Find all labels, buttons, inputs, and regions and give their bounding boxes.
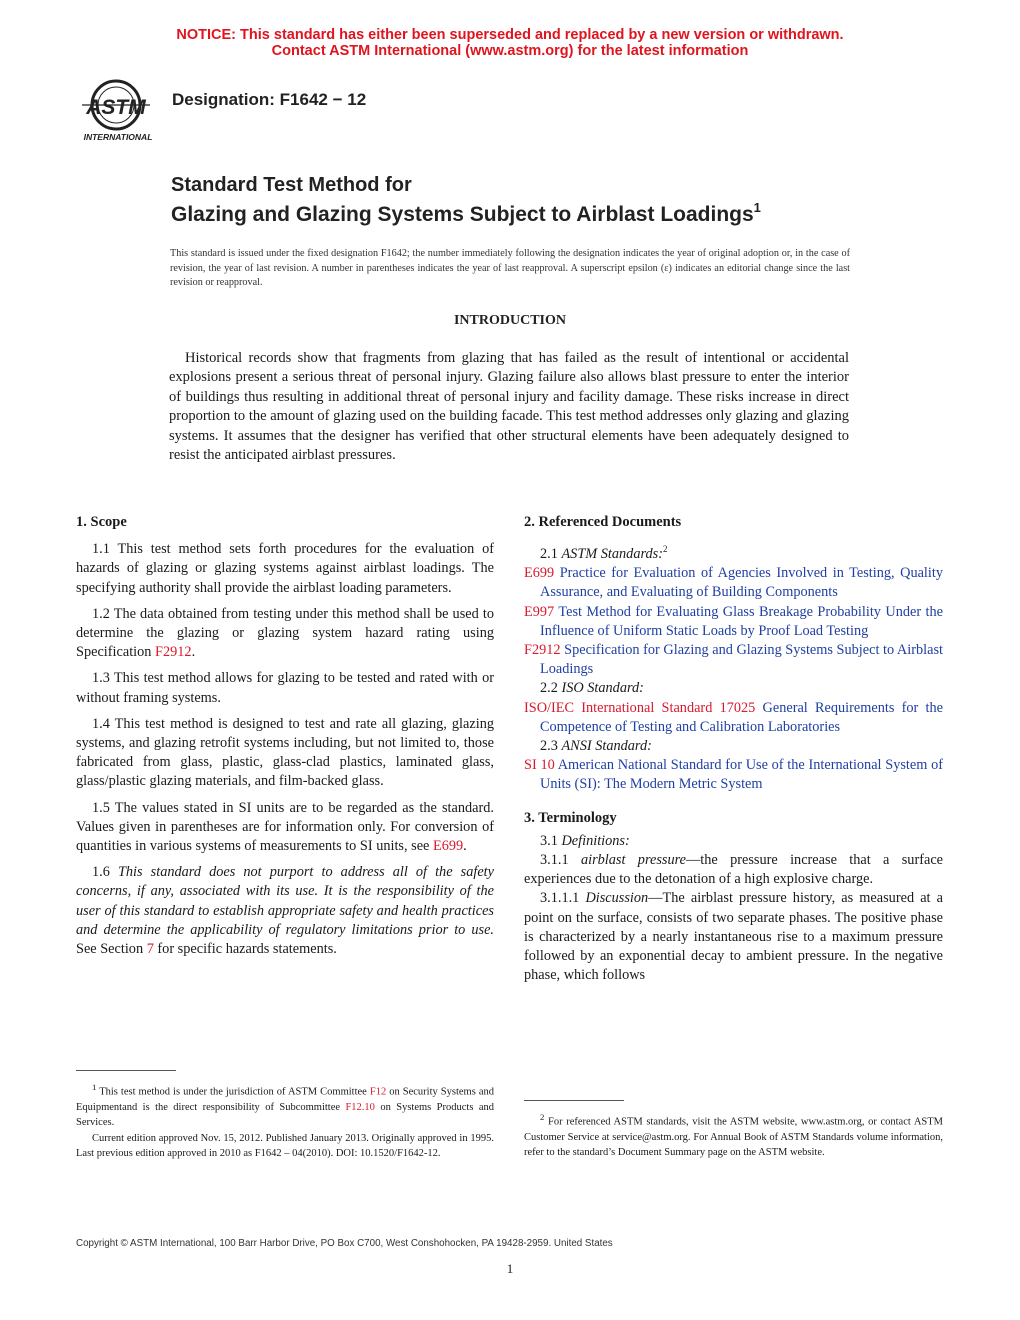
- ansi-standard-label: 2.3 ANSI Standard:: [540, 738, 652, 754]
- scope-1-3: 1.3 This test method allows for glazing to be tested and rated with or without framing systems.: [76, 670, 494, 706]
- ref-e997[interactable]: E997 Test Method for Evaluating Glass Breakage Probability Under the Influence of Uniform Static Loads by Proof Load Testing: [524, 603, 943, 639]
- page-number: 1: [506, 1261, 514, 1276]
- astm-logo: [74, 72, 162, 144]
- footnote-2: $^2$ For referenced ASTM standards, visit the ASTM website, www.astm.org, or contact ASTM Customer Service at service@astm.org. For Annual Book of ASTM Standards volume information, refer to the standard’s Document Summary page on the ASTM website.: [524, 1112, 943, 1159]
- ref-si-10[interactable]: SI 10 American National Standard for Use of the International System of Units (SI): The Modern Metric System: [524, 757, 943, 793]
- copyright: Copyright © ASTM International, 100 Barr Harbor Drive, PO Box C700, West Conshohocken, PA 19428-2959. United States: [76, 1238, 613, 1249]
- scope-1-6: 1.6 This standard does not purport to address all of the safety concerns, if any, associated with its use. It is the responsibility of the user of this standard to establish appropriate safety and health practices and determine the applicability of regulatory limitations prior to use. See Section 7 for specific hazards statements.: [76, 864, 494, 958]
- scope-1-4: 1.4 This test method is designed to test and rate all glazing, glazing systems, and glazing retrofit systems including, but not limited to, those fabricated from glass, plastic, glass-clad plastics, laminated glass, glass/plastic glazing materials, and film-backed glass.: [76, 715, 494, 790]
- scope-1-5: 1.5 The values stated in SI units are to be regarded as the standard. Values given in parentheses are for information only. For conversion of quantities in various systems of measurements to SI units, see E699.: [76, 799, 494, 855]
- title-line-2: Glazing and Glazing Systems Subject to Airblast Loadings$^1$: [171, 200, 761, 226]
- astm-standards-label: 2.1 ASTM Standards:$^2$: [540, 544, 668, 562]
- references-heading: 2. Referenced Documents: [524, 514, 682, 530]
- term-airblast-pressure: 3.1.1 airblast pressure—the pressure increase that a surface experiences due to the detonation of a high explosive charge.: [524, 852, 944, 888]
- issued-note: This standard is issued under the fixed designation F1642; the number immediately following the designation indicates the year of original adoption or, in the case of revision, the year of last revision. A number in parentheses indicates the year of last reapproval. A superscript epsilon (ε) indicates an editorial change since the last revision or reapproval.: [170, 248, 850, 289]
- left-column: [76, 513, 494, 959]
- link-f12-10[interactable]: F12.10: [345, 1101, 375, 1113]
- scope-heading: 1. Scope: [76, 514, 127, 530]
- logo-letters: ASTM: [86, 96, 146, 119]
- link-e699[interactable]: E699: [432, 838, 464, 855]
- right-column: [524, 513, 943, 985]
- link-f12[interactable]: F12: [369, 1086, 387, 1098]
- title-footnote-mark: 1: [753, 200, 761, 215]
- designation: Designation: F1642 − 12: [172, 90, 367, 109]
- footnote-1: $^1$ This test method is under the jurisdiction of ASTM Committee F12 on Security Systems and Equipmentand is the direct responsibility of Subcommittee F12.10 on Systems Products and Services. Current edition approved Nov. 15, 2012. Published January 2013. Originally approved in 1995. Last previous edition approved in 2010 as F1642 – 04(2010). DOI: 10.1520/F1642-12.: [76, 1080, 494, 1162]
- ref-f2912[interactable]: F2912 Specification for Glazing and Glazing Systems Subject to Airblast Loadings: [524, 641, 943, 678]
- link-section-7[interactable]: 7: [146, 941, 154, 958]
- term-discussion: 3.1.1.1 Discussion—The airblast pressure history, as measured at a point on the surface, consists of two separate phases. The positive phase is characterized by a nearly instantaneous rise to a maximum pressure followed by an exponential decay to ambient pressure. In the negative phase, which follows: [524, 890, 943, 984]
- iso-standard-label: 2.2 ISO Standard:: [540, 680, 644, 697]
- definitions-label: 3.1 Definitions:: [540, 832, 630, 849]
- logo-label: INTERNATIONAL: [83, 132, 153, 142]
- scope-1-2: 1.2 The data obtained from testing under this method shall be used to determine the glazing or glazing system hazard rating using Specification F2912.: [76, 605, 494, 661]
- ref-e699[interactable]: E699 Practice for Evaluation of Agencies Involved in Testing, Quality Assurance, and Evaluating of Building Components: [524, 565, 943, 601]
- introduction-heading: INTRODUCTION: [453, 313, 566, 328]
- notice-line-2: Contact ASTM International (www.astm.org) for the latest information: [271, 43, 749, 59]
- link-f2912[interactable]: F2912: [155, 644, 192, 661]
- footnote-1-edition: Current edition approved Nov. 15, 2012. Published January 2013. Originally approved in 1995. Last previous edition approved in 2010 as F1642 – 04(2010). DOI: 10.1520/F1642-12.: [76, 1132, 494, 1160]
- title-line-1: Standard Test Method for: [171, 174, 412, 196]
- footnote-rule-left: [76, 1070, 176, 1071]
- scope-1-1: 1.1 This test method sets forth procedures for the evaluation of hazards of glazing or glazing systems against airblast loadings. The specifying authority shall provide the airblast loading parameters.: [76, 541, 494, 596]
- ref-iso-17025[interactable]: ISO/IEC International Standard 17025 General Requirements for the Competence of Testing and Calibration Laboratories: [524, 699, 943, 735]
- notice-line-1: NOTICE: This standard has either been superseded and replaced by a new version or withdrawn.: [176, 27, 844, 43]
- terminology-heading: 3. Terminology: [524, 809, 617, 826]
- footnote-rule-right: [524, 1100, 624, 1101]
- introduction-text: Historical records show that fragments from glazing that has failed as the result of intentional or accidental explosions present a serious threat of personal injury. Glazing failure also allows blast pressure to enter the interior of buildings thus resulting in additional threat of personal injury and facility damage. These risks increase in direct proportion to the amount of glazing used on the building facade. This test method addresses only glazing and glazing systems. It assumes that the designer has verified that other structural elements have been adequately designed to resist the anticipated airblast pressures.: [169, 350, 849, 464]
